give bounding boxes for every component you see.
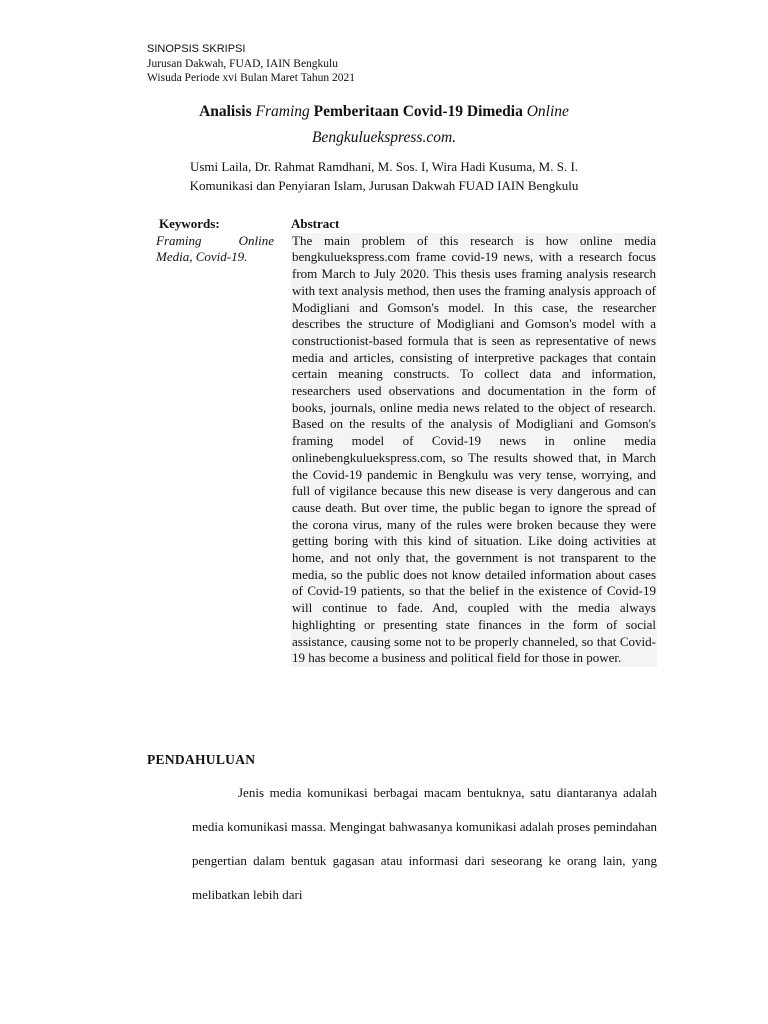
header-line-2: Jurusan Dakwah, FUAD, IAIN Bengkulu xyxy=(147,57,339,70)
title-line-2: Bengkuluekspress.com. xyxy=(311,129,457,146)
title-part-3: Pemberitaan Covid-19 Dimedia xyxy=(309,103,527,120)
author-names: Usmi Laila, Dr. Rahmat Ramdhani, M. Sos. I, Wira Hadi Kusuma, M. S. I. xyxy=(189,159,579,174)
title-part-1: Analisis xyxy=(199,103,256,120)
section-heading: PENDAHULUAN xyxy=(147,752,256,767)
keywords-list: Framing Online Media, Covid-19. xyxy=(156,232,274,265)
abstract-block xyxy=(291,216,657,667)
title-line-1 xyxy=(0,99,768,125)
author-affiliation: Komunikasi dan Penyiaran Islam, Jurusan Dakwah FUAD IAIN Bengkulu xyxy=(189,177,579,193)
authors-block xyxy=(0,158,768,195)
paper-title xyxy=(0,99,768,151)
document-header xyxy=(147,42,355,86)
abstract-text: The main problem of this research is how online media bengkuluekspress.com frame covid-19 news, with a research focus from March to July 2020. This thesis uses framing analysis research with text analysis method, then uses the framing analysis approach of Modigliani and Gomson's model. In this case, the researcher describes the structure of Modigliani and Gomson's model with a constructionist-based formula that is seen as representative of news media and articles, consisting of interpretive packages that contain certain meaning constructs. To collect data and information, researchers used observations and documentation in the form of books, journals, online media news related to the object of research. Based on the results of the analysis of Modigliani and Gomson's framing model of Covid-19 news in online media onlinebengkuluekspress.com, so The results showed that, in March the Covid-19 pandemic in Bengkulu was very tense, worrying, and full of vigilance because this new disease is very dangerous and can cause death. But over time, the public began to ignore the spread of the corona virus, many of the rules were broken because they were getting boring with this kind of situation. Like doing activities at home, and not only that, the government is not transparent to the media, so the public does not know detailed information about cases of Covid-19 patients, so that the belief in the existence of Covid-19 will continue to fade. And, coupled with the media always highlighting or presenting state finances in the form of social assistance, causing some not to be properly channeled, so that Covid-19 has become a business and political field for those in power. xyxy=(292,232,656,666)
title-part-4: Online xyxy=(526,103,569,120)
body-paragraph-text: Jenis media komunikasi berbagai macam bentuknya, satu diantaranya adalah media komunikasi massa. Mengingat bahwasanya komunikasi adalah proses pemindahan pengertian dalam bentuk gagasan atau informasi dari seseorang ke orang lain, yang melibatkan lebih dari xyxy=(192,785,657,902)
keywords-block xyxy=(156,216,274,266)
header-line-1: SINOPSIS SKRIPSI xyxy=(147,43,246,55)
keywords-heading: Keywords: xyxy=(159,216,220,231)
title-part-2: Framing xyxy=(255,103,310,120)
header-line-3: Wisuda Periode xvi Bulan Maret Tahun 2021 xyxy=(147,72,356,84)
body-paragraph xyxy=(192,776,657,912)
abstract-heading: Abstract xyxy=(291,216,340,231)
